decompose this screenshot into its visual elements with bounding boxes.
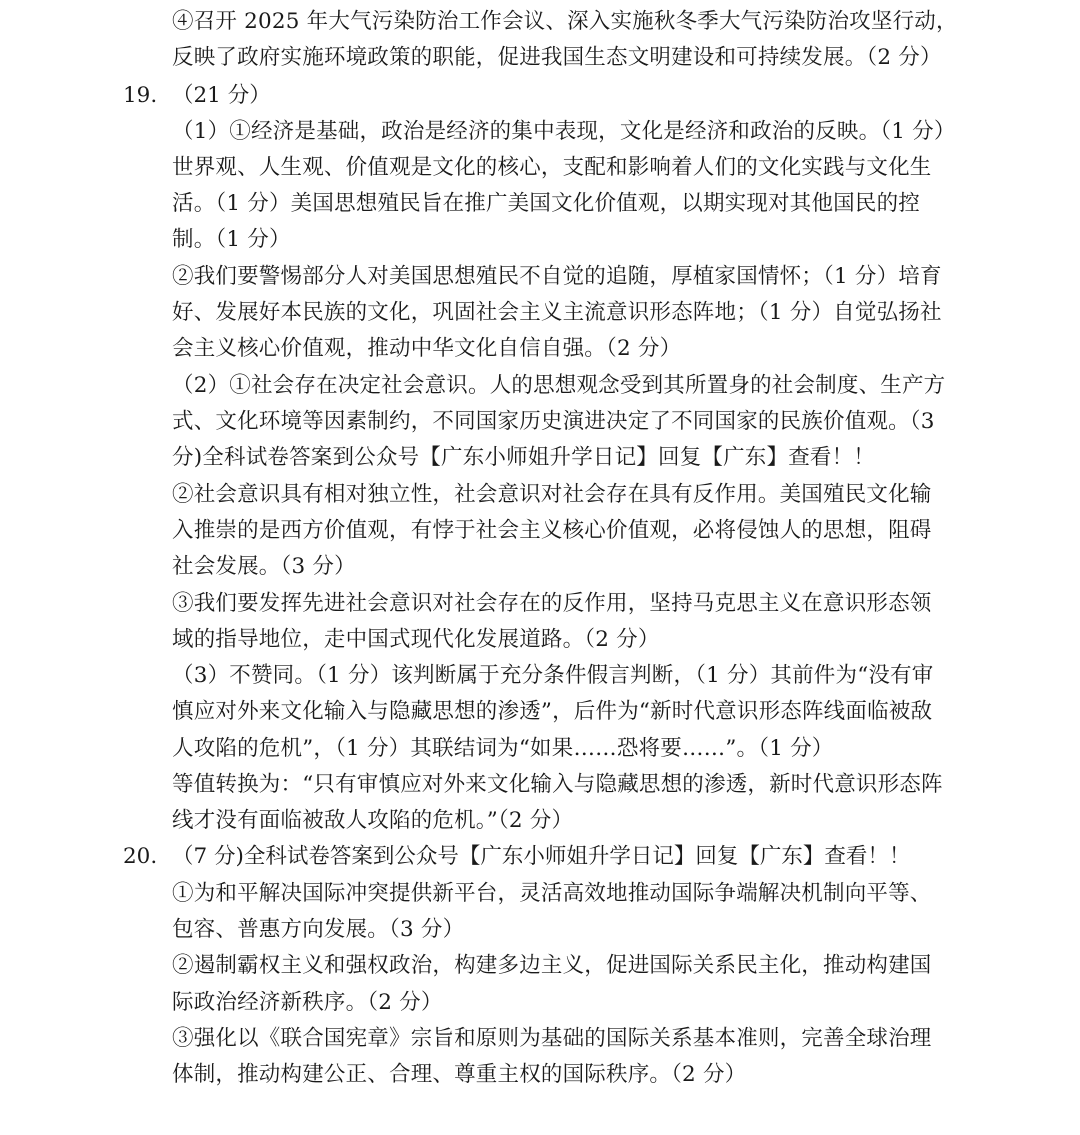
q19-line: 活。（1 分）美国思想殖民旨在推广美国文化价值观，以期实现对其他国民的控	[172, 191, 920, 216]
q20-line: ②遏制霸权主义和强权政治，构建多边主义，促进国际关系民主化，推动构建国	[172, 953, 932, 978]
q19-line: （2）①社会存在决定社会意识。人的思想观念受到其所置身的社会制度、生产方	[172, 373, 946, 398]
q19-line: 慎应对外来文化输入与隐藏思想的渗透”，后件为“新时代意识形态阵线面临被敌	[172, 699, 933, 724]
q19-line: 制。（1 分）	[172, 227, 291, 252]
q19-line: 人攻陷的危机”，（1 分）其联结词为“如果……恐将要……”。（1 分）	[172, 736, 834, 761]
q19-line: 世界观、人生观、价值观是文化的核心，支配和影响着人们的文化实践与文化生	[172, 155, 932, 180]
q20-line: 体制，推动构建公正、合理、尊重主权的国际秩序。（2 分）	[172, 1062, 747, 1087]
q19-line: 社会发展。（3 分）	[172, 554, 356, 579]
q19-line: 线才没有面临被敌人攻陷的危机。”（2 分）	[172, 808, 574, 833]
item4-line-1: ④召开 2025 年大气污染防治工作会议、深入实施秋冬季大气污染防治攻坚行动，	[172, 9, 958, 34]
item4-line-2: 反映了政府实施环境政策的职能，促进我国生态文明建设和可持续发展。（2 分）	[172, 45, 942, 70]
q19-line: 会主义核心价值观，推动中华文化自信自强。（2 分）	[172, 336, 682, 361]
q19-line: 好、发展好本民族的文化，巩固社会主义主流意识形态阵地；（1 分）自觉弘扬社	[172, 300, 942, 325]
q19-line: （1）①经济是基础，政治是经济的集中表现，文化是经济和政治的反映。（1 分）	[172, 119, 956, 144]
q20-line: 包容、普惠方向发展。（3 分）	[172, 917, 465, 942]
q19-score: （21 分）	[172, 83, 271, 108]
q19-line: 域的指导地位，走中国式现代化发展道路。（2 分）	[172, 627, 660, 652]
q20-line: ①为和平解决国际冲突提供新平台，灵活高效地推动国际争端解决机制向平等、	[172, 881, 932, 906]
q19-number: 19.	[123, 83, 158, 108]
q20-score: （7 分)全科试卷答案到公众号【广东小师姐升学日记】回复【广东】查看！！	[172, 844, 911, 869]
q19-line: 分)全科试卷答案到公众号【广东小师姐升学日记】回复【广东】查看！！	[172, 445, 875, 470]
q19-line: ②社会意识具有相对独立性，社会意识对社会存在具有反作用。美国殖民文化输	[172, 482, 932, 507]
q19-line: ③我们要发挥先进社会意识对社会存在的反作用，坚持马克思主义在意识形态领	[172, 591, 932, 616]
q19-line: 式、文化环境等因素制约，不同国家历史演进决定了不同国家的民族价值观。（3	[172, 409, 935, 434]
q19-line: ②我们要警惕部分人对美国思想殖民不自觉的追随，厚植家国情怀；（1 分）培育	[172, 264, 942, 289]
q20-line: ③强化以《联合国宪章》宗旨和原则为基础的国际关系基本准则，完善全球治理	[172, 1026, 932, 1051]
q20-number: 20.	[123, 844, 158, 869]
q19-line: 入推崇的是西方价值观，有悖于社会主义核心价值观，必将侵蚀人的思想，阻碍	[172, 518, 932, 543]
q19-line: 等值转换为：“只有审慎应对外来文化输入与隐藏思想的渗透，新时代意识形态阵	[172, 772, 943, 797]
q19-line: （3）不赞同。（1 分）该判断属于充分条件假言判断，（1 分）其前件为“没有审	[172, 663, 934, 688]
q20-line: 际政治经济新秩序。（2 分）	[172, 990, 443, 1015]
